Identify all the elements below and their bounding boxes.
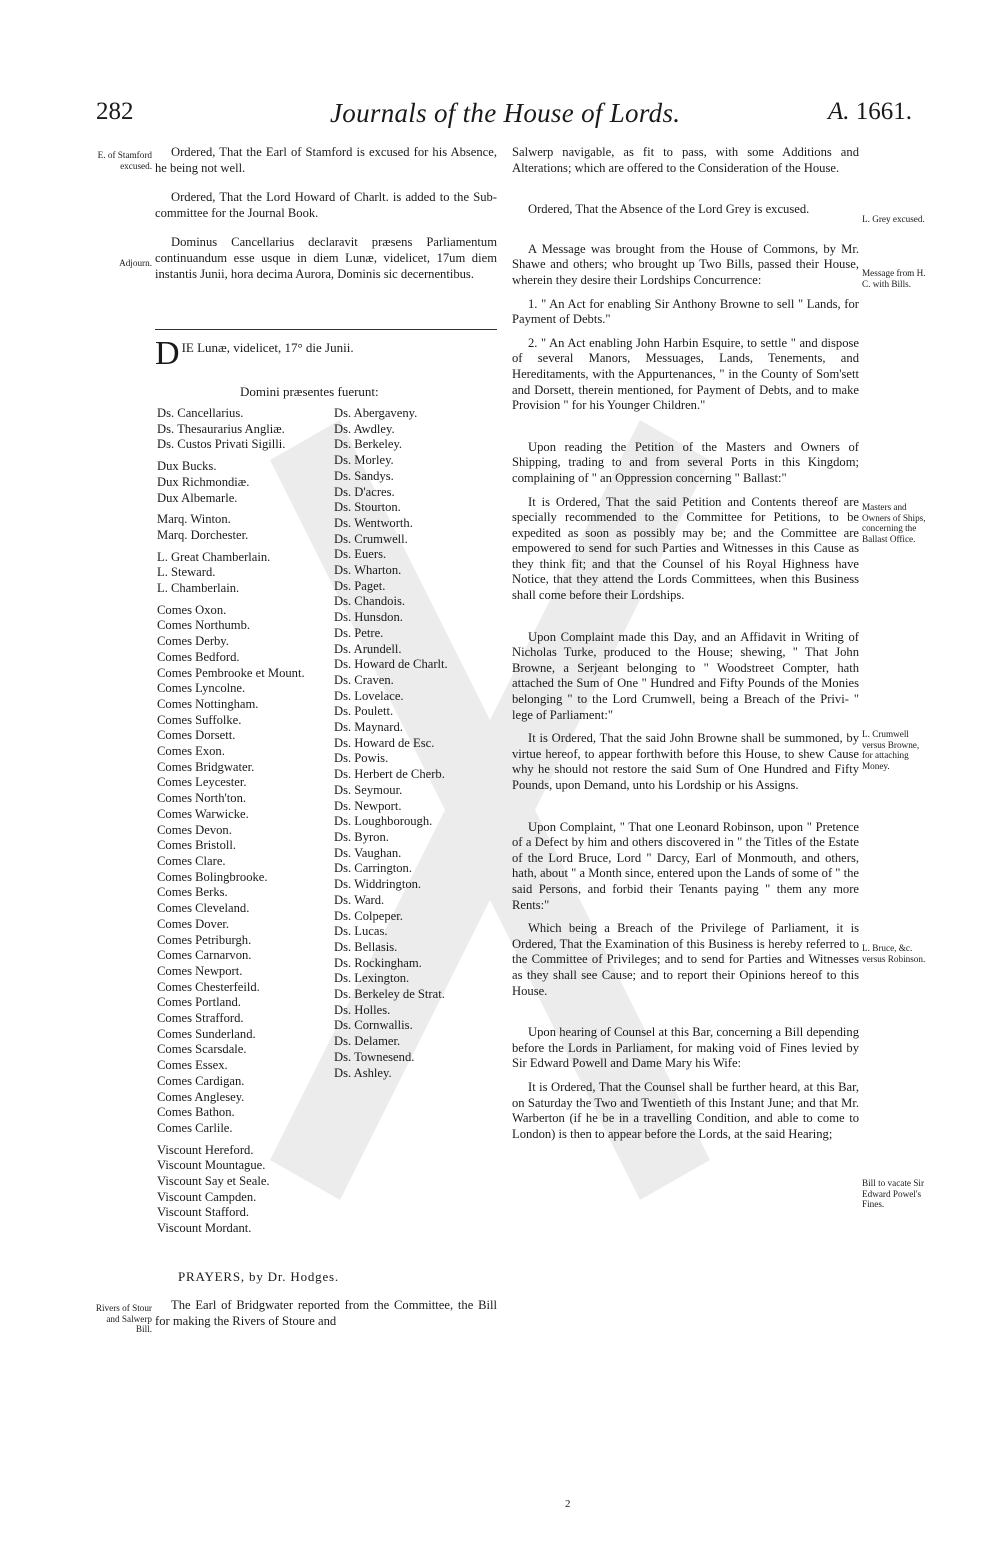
margin-note-adjourn: Adjourn. [119,258,152,268]
lord-name: Ds. Colpeper. [334,908,403,923]
left-column [155,145,497,296]
year: A. 1661. [828,98,913,125]
lord-name: Comes Sunderland. [157,1026,256,1041]
order-howard: Ordered, That the Lord Howard of Charlt. is added to the Sub-committee for the Journal Book. [155,190,497,220]
lord-name: Ds. Abergaveny. [334,406,418,420]
para-masters-order: It is Ordered, That the said Petition and Contents thereof are specially recommended to the Committee for Petitions, to be expedited as soon as possibly may be; and the Committee are empowered to send for such Parties and Witnesses in this Cause as they think fit; and that the Counsel of his Royal Highness have Notice, that they attend the Lords Committees, when this Business shall come before their Lordships. [512,494,859,603]
para-bruce-order: Which being a Breach of the Privilege of Parliament, it is Ordered, That the Examination of this Business is hereby referred to the Committee of Privileges; and to send for Parties and Witnesses as they shall see Cause; and to report their Opinions hereof to this House. [512,921,859,998]
page-number: 282 [96,98,134,125]
lord-name: Ds. Morley. [334,453,394,468]
lord-name: Comes North'ton. [157,791,247,806]
signature-mark: 2 [565,1498,571,1510]
lord-name: Ds. Widdrington. [334,877,422,892]
lord-name: Comes Chesterfeild. [157,979,260,994]
lord-name: Comes Portland. [157,995,241,1010]
section-rule [155,329,497,330]
lords-list-column-2 [334,406,504,1081]
order-stamford: Ordered, That the Earl of Stamford is excused for his Absence, he being not well. [155,145,497,175]
lord-name: L. Great Chamberlain. [157,549,271,564]
lord-name: Ds. Hunsdon. [334,610,403,625]
lord-name: Ds. Delamer. [334,1034,401,1049]
margin-note-rivers: Rivers of Stour and Salwerp Bill. [95,1303,152,1334]
lord-name: Comes Strafford. [157,1011,244,1026]
lord-name: Comes Bathon. [157,1105,235,1120]
para-message: A Message was brought from the House of Commons, by Mr. Shawe and others; who brought up Two Bills, passed their House, wherein they desire their Lordships Concurrence: [512,241,859,287]
lord-name: Ds. Lovelace. [334,688,404,703]
lord-name: Comes Petriburgh. [157,932,252,947]
lord-name: Comes Berks. [157,885,228,900]
present-lords-heading: Domini præsentes fuerunt: [240,384,379,399]
lord-name: Ds. Ashley. [334,1065,392,1080]
lord-name: Comes Bridgwater. [157,759,255,774]
lord-name: Comes Newport. [157,963,243,978]
margin-note-crumwell: L. Crumwell versus Browne, for attaching Money. [862,729,920,771]
lord-name: Ds. Herbert de Cherb. [334,767,445,782]
lord-name: Ds. Euers. [334,547,387,562]
margin-note-message: Message from H. C. with Bills. [862,268,926,289]
para-powel: Upon hearing of Counsel at this Bar, concerning a Bill depending before the Lords in Parliament, for making void of Fines levied by Sir Edward Powell and Dame Mary his Wife: [512,1025,859,1071]
para-crumwell: Upon Complaint made this Day, and an Affidavit in Writing of Nicholas Turke, produced to the House; shewing, " That John Browne, a Serjeant belonging to " Woodstreet Compter, hath attached the Sum of One " Hundred and Fifty Pounds of the Monies belonging " to the Lord Crumwell, being a Breach of the Privi- " lege of Parliament:" [512,629,859,722]
lord-name: Dux Richmondiæ. [157,474,250,489]
lord-name: Comes Bedford. [157,649,240,664]
lord-name: Ds. D'acres. [334,484,395,499]
lord-name: Ds. Chandois. [334,594,406,609]
lord-name: Viscount Stafford. [157,1205,250,1220]
lord-name: Comes Anglesey. [157,1089,245,1104]
lord-name: Comes Derby. [157,634,229,649]
lord-name: Ds. Townesend. [334,1049,415,1064]
lord-name: Ds. Custos Privati Sigilli. [157,437,286,452]
lord-name: Viscount Mountague. [157,1158,266,1173]
lord-name: L. Steward. [157,565,216,580]
margin-note-powel: Bill to vacate Sir Edward Powel's Fines. [862,1178,925,1209]
lord-name: Comes Exon. [157,744,225,759]
lord-name: Comes Cardigan. [157,1073,245,1088]
lord-name: Ds. Rockingham. [334,955,422,970]
lord-name: Viscount Campden. [157,1189,257,1204]
lord-name: Ds. Berkeley. [334,437,403,452]
lord-name: Comes Northumb. [157,618,251,633]
lord-name: Ds. Cancellarius. [157,406,244,420]
lord-name: Marq. Winton. [157,512,231,527]
margin-note-stamford: E. of Stamford excused. [97,150,152,171]
adjournment-latin: Dominus Cancellarius declaravit præsens Parliamentum continuandum esse usque in diem Lunæ, videlicet, 17um diem instantis Junii, hora decima Aurora, Dominis sic decernentibus. [155,235,497,281]
right-column [512,145,859,1156]
lord-name: Ds. Crumwell. [334,531,408,546]
lord-name: Ds. Lucas. [334,924,388,939]
lord-name: Dux Albemarle. [157,490,238,505]
lord-name: Comes Warwicke. [157,806,249,821]
lord-name: Ds. Bellasis. [334,939,398,954]
lord-name: Ds. Loughborough. [334,814,433,829]
lord-name: Comes Lyncolne. [157,681,246,696]
lord-name: Viscount Mordant. [157,1221,252,1236]
lord-name: Ds. Byron. [334,829,389,844]
para-masters: Upon reading the Petition of the Masters and Owners of Shipping, trading to and from several Ports in this Kingdom; complaining of " an Oppression concerning " Ballast:" [512,439,859,485]
lord-name: Comes Dover. [157,916,230,931]
lord-name: Dux Bucks. [157,459,217,474]
day-heading: DIE Lunæ, videlicet, 17° die Junii. [155,335,354,372]
lord-name: Comes Nottingham. [157,696,259,711]
lord-name: Ds. Berkeley de Strat. [334,987,445,1002]
lord-name: Ds. Vaughan. [334,845,402,860]
lord-name: Ds. Lexington. [334,971,410,986]
para-powel-order: It is Ordered, That the Counsel shall be further heard, at this Bar, on Saturday the Two and Twentieth of this Instant June; and that Mr. Warberton (if he be in a travelling Condition, and able to come to London) is then to appear before the Lords, at the said Hearing; [512,1079,859,1141]
lord-name: Comes Pembrooke et Mount. [157,665,305,680]
lord-name: Ds. Petre. [334,625,384,640]
lord-name: Marq. Dorchester. [157,527,249,542]
lord-name: Ds. Paget. [334,578,386,593]
lord-name: Ds. Seymour. [334,782,403,797]
para-bill-2: 2. " An Act enabling John Harbin Esquire, to settle " and dispose of several Manors, Messuages, Lands, Tenements, and Hereditaments, with the Appurtenances, " in the County of Som'sett and Dorsett, therein mentioned, for Payment of Debts, and to make Provision " for his Younger Children." [512,335,859,413]
lord-name: Ds. Craven. [334,672,394,687]
lord-name: Ds. Stourton. [334,500,401,515]
lord-name: L. Chamberlain. [157,581,240,596]
lord-name: Comes Leycester. [157,775,247,790]
lord-name: Ds. Cornwallis. [334,1018,413,1033]
prayers-line: PRAYERS, by Dr. Hodges. [178,1269,339,1284]
lord-name: Ds. Poulett. [334,704,394,719]
para-crumwell-order: It is Ordered, That the said John Browne shall be summoned, by virtue hereof, to appear forthwith before this House, to shew Cause why he should not restore the said Sum of One Hundred and Fifty Pounds, upon Demand, unto his Lordship or his Assigns. [512,731,859,792]
lord-name: Ds. Sandys. [334,468,394,483]
lord-name: Ds. Maynard. [334,720,403,735]
lord-name: Ds. Ward. [334,892,385,907]
lord-name: Comes Essex. [157,1058,228,1073]
lord-name: Ds. Wharton. [334,563,402,578]
journal-title: Journals of the House of Lords. [330,98,681,128]
lord-name: Ds. Howard de Esc. [334,735,435,750]
lord-name: Ds. Powis. [334,751,389,766]
lord-name: Comes Clare. [157,853,226,868]
lord-name: Ds. Wentworth. [334,515,413,530]
para-bruce: Upon Complaint, " That one Leonard Robinson, upon " Pretence of a Defect by him and others discovered in " the Titles of the Estate of the Lord Bruce, Lord " Darcy, Earl of Monmouth, and others, hath, about " a Month since, entered upon the Lands of some of " the said Persons, and forbid their Tenants paying " them any more Rents:" [512,819,859,912]
lord-name: Viscount Hereford. [157,1142,254,1157]
lord-name: Comes Devon. [157,822,232,837]
lord-name: Viscount Say et Seale. [157,1174,270,1189]
para-bill-1: 1. " An Act for enabling Sir Anthony Browne to sell " Lands, for Payment of Debts." [512,296,859,327]
lord-name: Ds. Carrington. [334,861,413,876]
lord-name: Comes Bolingbrooke. [157,869,268,884]
lord-name: Comes Dorsett. [157,728,236,743]
margin-note-grey: L. Grey excused. [862,214,925,224]
lord-name: Comes Carlile. [157,1120,233,1135]
para-salwerp: Salwerp navigable, as fit to pass, with some Additions and Alterations; which are offered to the Consideration of the House. [512,145,859,175]
margin-note-masters: Masters and Owners of Ships, concerning the Ballast Office. [862,502,926,544]
lord-name: Comes Suffolke. [157,712,242,727]
drop-cap: D [155,335,180,372]
rivers-report: The Earl of Bridgwater reported from the Committee, the Bill for making the Rivers of Stoure and [155,1298,497,1328]
lord-name: Comes Bristoll. [157,838,237,853]
lord-name: Comes Cleveland. [157,901,250,916]
running-header [0,98,992,138]
lord-name: Ds. Holles. [334,1002,391,1017]
lords-list-column-1 [157,406,335,1237]
lord-name: Comes Carnarvon. [157,948,252,963]
lord-name: Comes Oxon. [157,602,227,617]
lord-name: Ds. Thesaurarius Angliæ. [157,421,285,436]
lord-name: Ds. Arundell. [334,641,402,656]
lord-name: Ds. Newport. [334,798,402,813]
margin-note-bruce: L. Bruce, &c. versus Robinson. [862,943,926,964]
lord-name: Comes Scarsdale. [157,1042,247,1057]
lord-name: Ds. Awdley. [334,421,395,436]
lord-name: Ds. Howard de Charlt. [334,657,448,672]
para-grey: Ordered, That the Absence of the Lord Grey is excused. [528,202,810,217]
